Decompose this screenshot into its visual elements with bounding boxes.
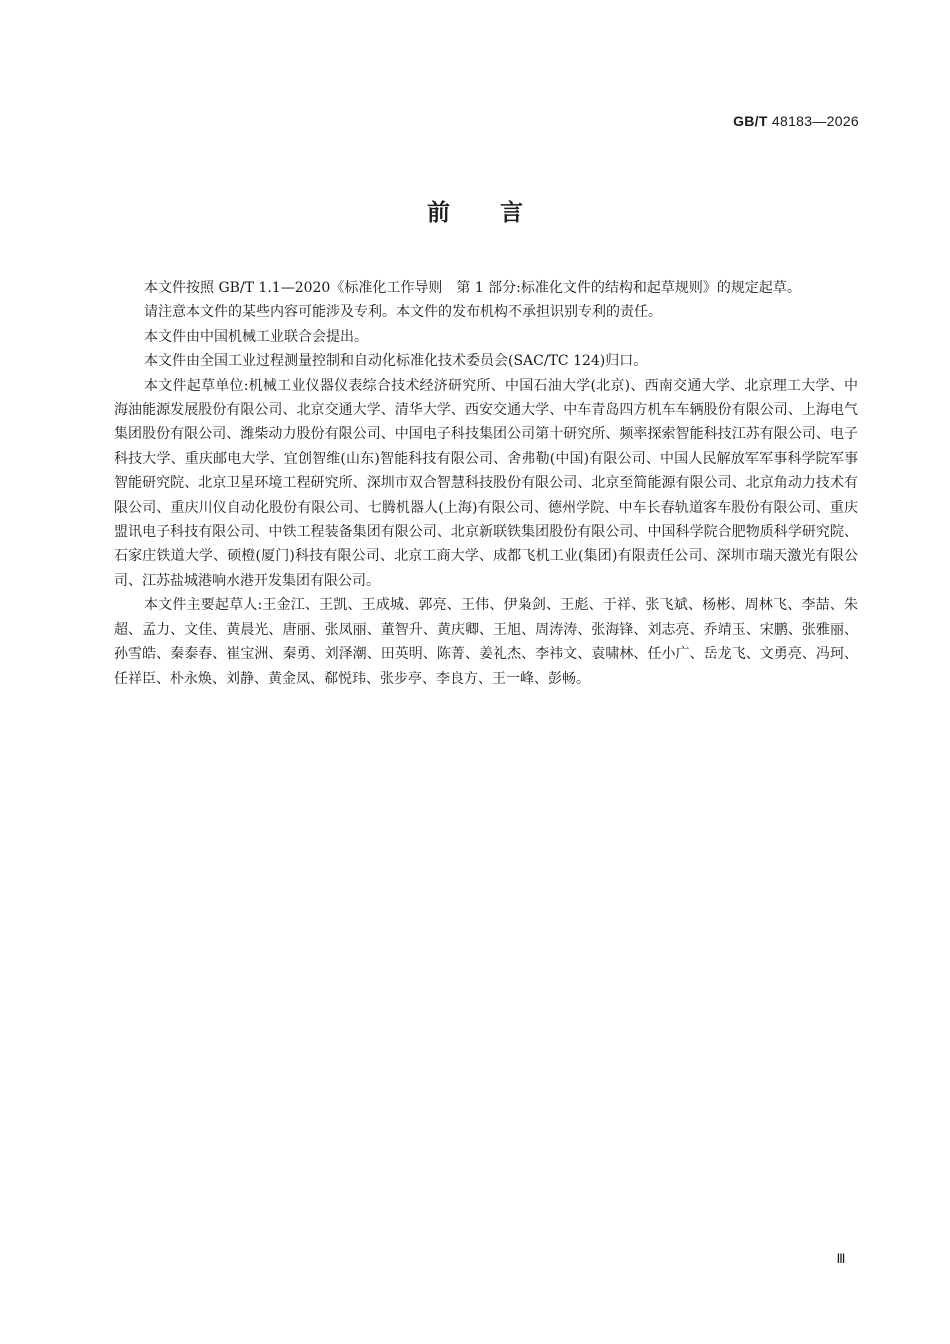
page-title: 前言 — [427, 200, 573, 226]
foreword-body — [114, 276, 858, 691]
standard-number: 48183—2026 — [771, 113, 859, 129]
drafters-paragraph: 本文件主要起草人:王金江、王凯、王成城、郭亮、王伟、伊枭剑、王彪、于祥、张飞斌、杨彬、周林飞、李喆、朱超、孟力、文佳、黄晨光、唐丽、张凤丽、董智升、黄庆卿、王旭、周涛涛、张海锋、刘志亮、乔靖玉、宋鹏、张雅丽、孙雪皓、秦泰春、崔宝洲、秦勇、刘泽潮、田英明、陈菁、姜礼杰、李祎文、袁啸林、任小广、岳龙飞、文勇亮、冯珂、任祥臣、朴永焕、刘静、黄金凤、郗悦玮、张步亭、李良方、王一峰、彭畅。 — [114, 597, 858, 687]
document-code — [733, 113, 859, 129]
patent-notice-paragraph: 请注意本文件的某些内容可能涉及专利。本文件的发布机构不承担识别专利的责任。 — [144, 304, 662, 321]
standard-prefix: GB/T — [733, 113, 768, 129]
drafting-rules-paragraph: 本文件按照 GB/T 1.1—2020《标准化工作导则 第 1 部分:标准化文件的结构和起草规则》的规定起草。 — [144, 280, 801, 296]
drafting-units-paragraph: 本文件起草单位:机械工业仪器仪表综合技术经济研究所、中国石油大学(北京)、西南交通大学、北京理工大学、中海油能源发展股份有限公司、北京交通大学、清华大学、西安交通大学、中车青岛四方机车车辆股份有限公司、上海电气集团股份有限公司、潍柴动力股份有限公司、中国电子科技集团公司第十研究所、频率探索智能科技江苏有限公司、电子科技大学、重庆邮电大学、宜创智维(山东)智能科技有限公司、舍弗勒(中国)有限公司、中国人民解放军军事科学院军事智能研究院、北京卫星环境工程研究所、深圳市双合智慧科技股份有限公司、北京至简能源有限公司、北京角动力技术有限公司、重庆川仪自动化股份有限公司、七腾机器人(上海)有限公司、德州学院、中车长春轨道客车股份有限公司、重庆盟讯电子科技有限公司、中铁工程装备集团有限公司、北京新联铁集团股份有限公司、中国科学院合肥物质科学研究院、石家庄铁道大学、硕橙(厦门)科技有限公司、北京工商大学、成都飞机工业(集团)有限责任公司、深圳市瑞天激光有限公司、江苏盐城港响水港开发集团有限公司。 — [114, 377, 858, 589]
proposer-paragraph: 本文件由中国机械工业联合会提出。 — [144, 328, 368, 345]
page-number: Ⅲ — [836, 1251, 845, 1266]
committee-paragraph: 本文件由全国工业过程测量控制和自动化标准化技术委员会(SAC/TC 124)归口。 — [144, 353, 648, 370]
